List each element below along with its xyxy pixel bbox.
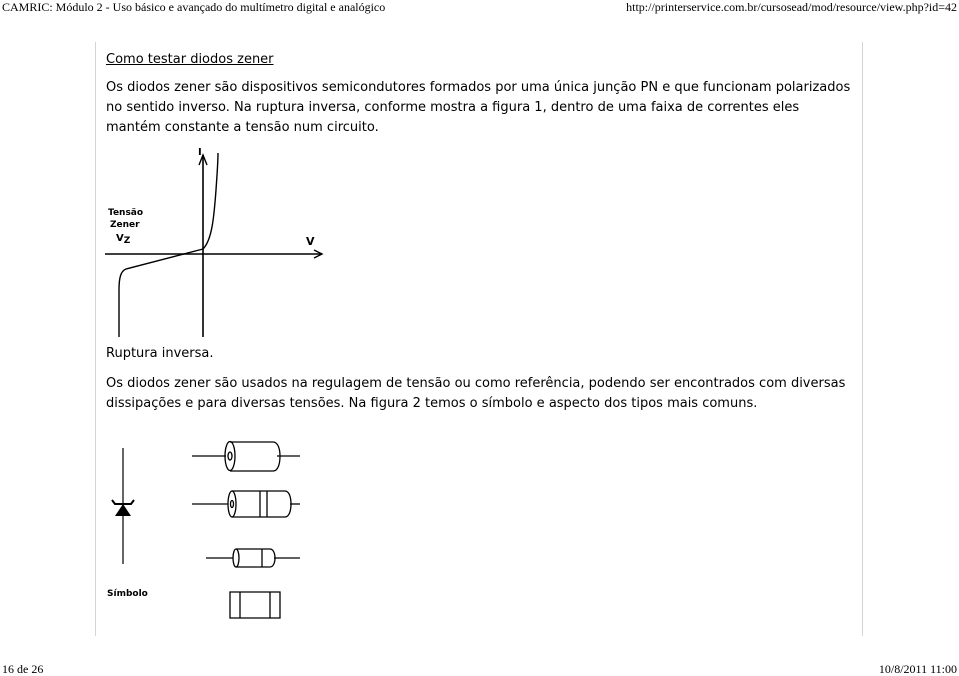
vz-label-subscript: Z [123,236,131,246]
print-timestamp: 10/8/2011 11:00 [878,662,957,676]
vz-label [116,233,131,246]
diode-package-small-icon [206,549,300,567]
x-axis-label: V [306,235,315,248]
print-header-url: http://printerservice.com.br/cursosead/mod/resource/view.php?id=42 [626,0,957,14]
forward-curve [203,153,218,249]
diode-package-large-icon [192,442,300,472]
symbol-label: Símbolo [107,589,148,599]
print-header [0,0,959,14]
article-heading: Como testar diodos zener [106,52,274,67]
vz-label-main: V [116,233,124,244]
frame-right-border [862,42,863,636]
print-header-title: CAMRIC: Módulo 2 - Uso básico e avançado do multímetro digital e analógico [2,0,386,14]
zener-symbol-icon [112,448,134,564]
frame-left-border [95,42,96,636]
zener-iv-curve-figure [100,145,330,340]
paragraph-usage: Os diodos zener são usados na regulagem de tensão ou como referência, podendo ser encontrados com diversas dissipações e para diversas tensões. Na figura 2 temos o símbolo e aspecto dos tipos mais comuns. [106,376,846,411]
y-axis-label: I [198,147,202,158]
figure1-caption: Ruptura inversa. [106,346,214,361]
diode-package-medium-icon [192,491,300,517]
diode-package-smd-icon [230,592,280,618]
page-counter: 16 de 26 [2,662,44,676]
zener-packages-figure [100,436,300,626]
print-footer [0,662,959,676]
zener-voltage-label-line1: Tensão [108,208,144,218]
breakdown-curve [119,249,203,337]
paragraph-intro: Os diodos zener são dispositivos semicondutores formados por uma única junção PN e que funcionam polarizados no sentido inverso. Na ruptura inversa, conforme mostra a figura 1, dentro de uma faixa de correntes eles mantém constante a tensão num circuito. [106,80,851,135]
zener-voltage-label-line2: Zener [110,220,140,230]
